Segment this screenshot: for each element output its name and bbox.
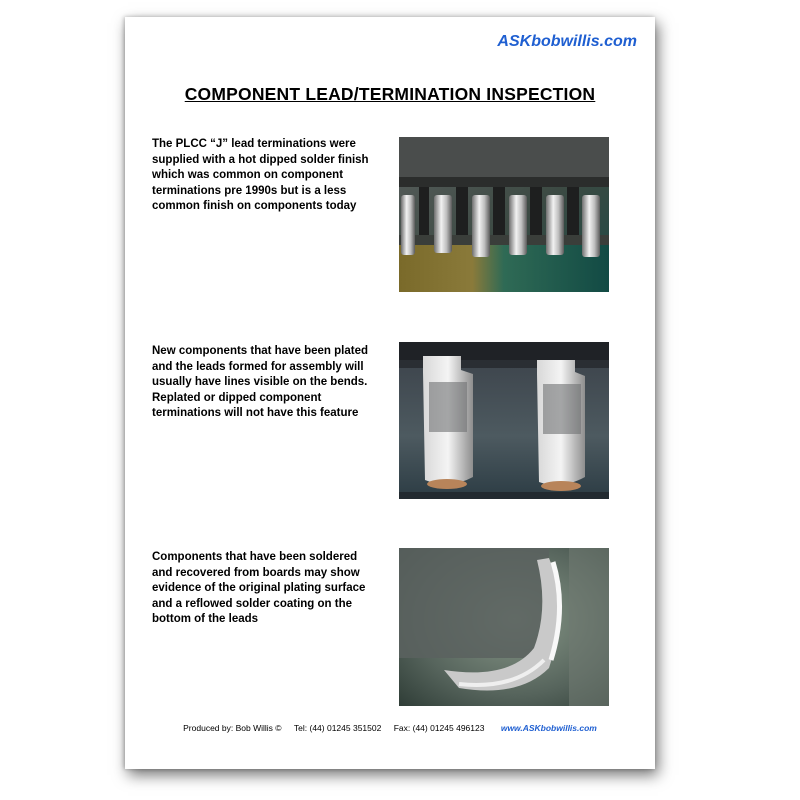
- plated-leads-photo: [399, 342, 609, 499]
- recovered-lead-photo: [399, 548, 609, 706]
- text-line: usually have lines visible on the bends.: [152, 376, 368, 388]
- text-line: supplied with a hot dipped solder finish: [152, 153, 369, 166]
- plcc-j-lead-photo: [399, 137, 609, 292]
- footer-producer: Produced by: Bob Willis ©: [183, 723, 282, 733]
- text-line: The PLCC “J” lead terminations were: [152, 138, 356, 150]
- text-line: and a reflowed solder coating on the: [152, 597, 352, 610]
- section-1-text: [152, 137, 380, 215]
- text-line: and the leads formed for assembly will: [152, 360, 364, 373]
- page-title: COMPONENT LEAD/TERMINATION INSPECTION: [184, 84, 596, 104]
- text-line: and recovered from boards may show: [152, 566, 360, 579]
- text-line: bottom of the leads: [152, 613, 259, 625]
- text-line: evidence of the original plating surface: [152, 582, 366, 594]
- text-line: New components that have been plated: [152, 345, 368, 357]
- text-line: Replated or dipped component: [152, 391, 322, 404]
- document-page: [125, 17, 655, 769]
- footer-website-link[interactable]: www.ASKbobwillis.com: [500, 723, 597, 733]
- text-line: which was common on component: [152, 169, 344, 181]
- text-line: common finish on components today: [152, 200, 357, 212]
- section-3-text: [152, 550, 380, 628]
- text-line: terminations will not have this feature: [152, 407, 359, 419]
- brand-website[interactable]: ASKbobwillis.com: [497, 33, 637, 50]
- footer-tel: Tel: (44) 01245 351502: [293, 723, 382, 733]
- section-2-text: [152, 344, 380, 422]
- footer: [125, 723, 655, 733]
- footer-fax: Fax: (44) 01245 496123: [393, 723, 485, 733]
- text-line: terminations pre 1990s but is a less: [152, 184, 347, 197]
- text-line: Components that have been soldered: [152, 551, 358, 563]
